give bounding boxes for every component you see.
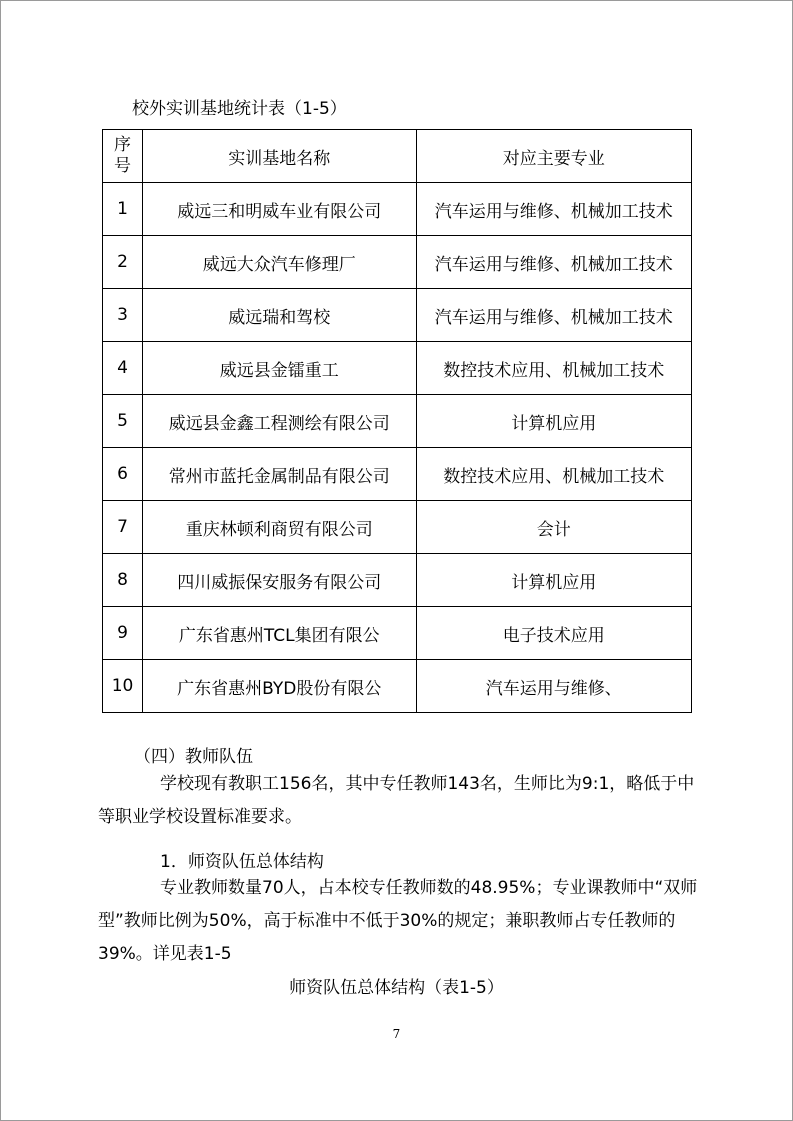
cell-major: 数控技术应用、机械加工技术 (416, 448, 691, 501)
cell-base-name: 广东省惠州BYD股份有限公 (143, 660, 416, 713)
cell-no: 4 (103, 342, 143, 395)
table-row (103, 448, 692, 501)
cell-base-name: 常州市蓝托金属制品有限公司 (143, 448, 416, 501)
cell-no: 5 (103, 395, 143, 448)
header-no (103, 130, 143, 183)
cell-no: 6 (103, 448, 143, 501)
table-row (103, 501, 692, 554)
cell-no: 1 (103, 183, 143, 236)
cell-base-name: 威远大众汽车修理厂 (143, 236, 416, 289)
table-row (103, 289, 692, 342)
header-no-line2: 号 (114, 156, 132, 176)
cell-major: 数控技术应用、机械加工技术 (416, 342, 691, 395)
table-row (103, 395, 692, 448)
table-row (103, 183, 692, 236)
cell-no: 8 (103, 554, 143, 607)
cell-major: 汽车运用与维修、机械加工技术 (416, 289, 691, 342)
table-row (103, 554, 692, 607)
section-title: （四）教师队伍 (134, 747, 253, 767)
cell-major: 电子技术应用 (416, 607, 691, 660)
cell-major: 计算机应用 (416, 554, 691, 607)
table-caption-top: 校外实训基地统计表（1-5） (132, 99, 347, 119)
cell-base-name: 威远县金镭重工 (143, 342, 416, 395)
cell-base-name: 四川威振保安服务有限公司 (143, 554, 416, 607)
table-row (103, 607, 692, 660)
header-major: 对应主要专业 (416, 130, 691, 183)
cell-base-name: 重庆林顿利商贸有限公司 (143, 501, 416, 554)
cell-major: 汽车运用与维修、 (416, 660, 691, 713)
table-row (103, 236, 692, 289)
header-no-line1: 序 (114, 135, 132, 155)
cell-base-name: 威远县金鑫工程测绘有限公司 (143, 395, 416, 448)
training-bases-table (102, 129, 692, 713)
table-header-row (103, 130, 692, 183)
cell-no: 2 (103, 236, 143, 289)
table-row (103, 660, 692, 713)
cell-major: 汽车运用与维修、机械加工技术 (416, 236, 691, 289)
header-base-name: 实训基地名称 (143, 130, 416, 183)
paragraph-structure: 专业教师数量70人，占本校专任教师数的48.95%；专业课教师中“双师型”教师比例为50%，高于标准中不低于30%的规定；兼职教师占专任教师的39%。详见表1-5 (98, 878, 698, 964)
cell-no: 9 (103, 607, 143, 660)
cell-no: 7 (103, 501, 143, 554)
cell-base-name: 广东省惠州TCL集团有限公 (143, 607, 416, 660)
table-caption-bottom: 师资队伍总体结构（表1-5） (289, 978, 504, 998)
cell-major: 汽车运用与维修、机械加工技术 (416, 183, 691, 236)
page-number: 7 (392, 1027, 401, 1041)
paragraph-staff: 学校现有教职工156名，其中专任教师143名，生师比为9:1，略低于中等职业学校设置标准要求。 (98, 774, 695, 827)
cell-major: 计算机应用 (416, 395, 691, 448)
cell-base-name: 威远瑞和驾校 (143, 289, 416, 342)
cell-no: 10 (103, 660, 143, 713)
cell-no: 3 (103, 289, 143, 342)
subsection-title: 1．师资队伍总体结构 (160, 852, 324, 872)
cell-base-name: 威远三和明威车业有限公司 (143, 183, 416, 236)
cell-major: 会计 (416, 501, 691, 554)
table-row (103, 342, 692, 395)
